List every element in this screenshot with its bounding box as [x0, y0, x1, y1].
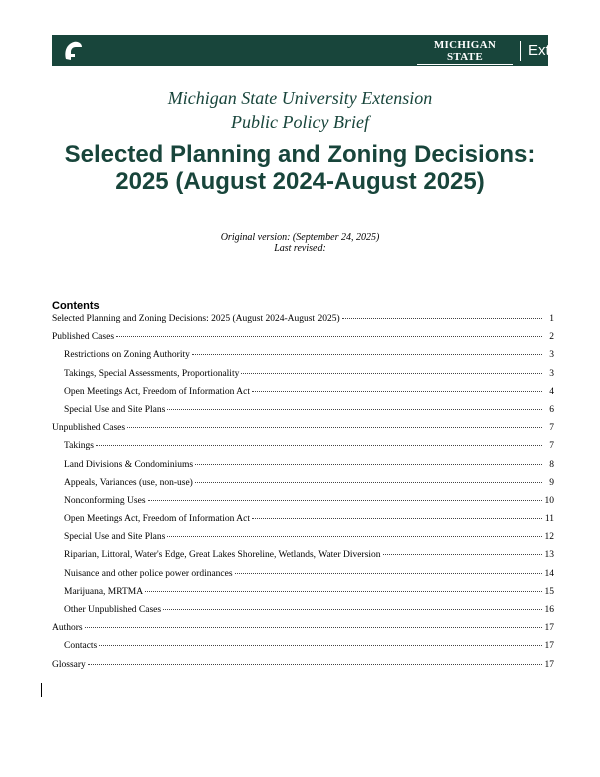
- toc-entry-page: 3: [549, 368, 554, 379]
- toc-entry-page: 16: [544, 605, 554, 615]
- toc-entry-text: Takings: [64, 441, 94, 452]
- toc-entry-text: Selected Planning and Zoning Decisions: 2025 (August 2024-August 2025): [52, 314, 340, 324]
- toc-leader-dots: [163, 609, 542, 610]
- toc-entry-text: Nonconforming Uses: [64, 495, 146, 506]
- toc-leader-dots: [235, 573, 542, 574]
- toc-entry[interactable]: [52, 514, 554, 532]
- toc-leader-dots: [195, 482, 542, 483]
- document-title: Selected Planning and Zoning Decisions: 2025 (August 2024-August 2025): [64, 141, 536, 195]
- toc-leader-dots: [192, 354, 542, 355]
- toc-leader-dots: [145, 591, 542, 592]
- toc-entry-page: 13: [544, 550, 554, 561]
- toc-entry-text: Authors: [52, 623, 83, 634]
- toc-leader-dots: [88, 664, 542, 665]
- extension-label: Extension: [528, 42, 594, 59]
- toc-entry[interactable]: [52, 550, 554, 568]
- toc-entry-text: Special Use and Site Plans: [64, 532, 166, 543]
- toc-entry[interactable]: [52, 423, 554, 441]
- last-revised: Last revised:: [274, 243, 326, 254]
- toc-leader-dots: [148, 500, 542, 501]
- toc-leader-dots: [241, 373, 542, 374]
- toc-entry-text: Special Use and Site Plans: [64, 404, 166, 415]
- toc-entry-text: Published Cases: [52, 332, 115, 343]
- toc-entry-page: 8: [549, 459, 554, 470]
- toc-entry[interactable]: [52, 405, 554, 423]
- university-wordmark: [417, 39, 513, 75]
- toc-entry[interactable]: [52, 496, 554, 514]
- toc-entry[interactable]: [52, 332, 554, 350]
- toc-entry[interactable]: [52, 605, 554, 623]
- toc-leader-dots: [252, 391, 542, 392]
- toc-leader-dots: [383, 554, 542, 555]
- table-of-contents: [52, 314, 554, 678]
- toc-leader-dots: [167, 409, 542, 410]
- toc-heading: Contents: [52, 300, 100, 312]
- text-cursor: [41, 683, 42, 697]
- toc-entry-page: 1: [549, 314, 554, 324]
- toc-entry-page: 17: [544, 623, 554, 634]
- banner-divider: [520, 41, 521, 61]
- toc-leader-dots: [252, 518, 542, 519]
- toc-entry[interactable]: [52, 314, 554, 332]
- toc-entry[interactable]: [52, 350, 554, 368]
- spartan-helmet-icon: [62, 39, 84, 63]
- original-version: Original version: (September 24, 2025): [220, 232, 380, 243]
- toc-entry[interactable]: [52, 460, 554, 478]
- toc-entry-page: 4: [549, 386, 554, 397]
- toc-entry-page: 14: [544, 568, 554, 579]
- toc-entry[interactable]: [52, 369, 554, 387]
- toc-entry-text: Open Meetings Act, Freedom of Information Act: [64, 386, 251, 397]
- toc-entry[interactable]: [52, 387, 554, 405]
- toc-entry-page: 11: [544, 514, 554, 525]
- toc-entry-text: Takings, Special Assessments, Proportionality: [64, 368, 240, 379]
- toc-leader-dots: [116, 336, 542, 337]
- toc-entry-page: 9: [549, 477, 554, 488]
- toc-entry-text: Marijuana, MRTMA: [64, 586, 144, 597]
- toc-entry[interactable]: [52, 641, 554, 659]
- toc-entry-text: Open Meetings Act, Freedom of Information Act: [64, 514, 251, 525]
- toc-entry-page: 3: [549, 350, 554, 361]
- toc-entry-page: 17: [544, 641, 554, 652]
- toc-entry-page: 7: [549, 441, 554, 452]
- toc-entry-text: Land Divisions & Condominiums: [64, 459, 194, 470]
- toc-entry-text: Contacts: [64, 641, 98, 652]
- university-line1: MICHIGAN STATE: [417, 39, 513, 65]
- toc-leader-dots: [99, 645, 542, 646]
- toc-entry[interactable]: [52, 478, 554, 496]
- toc-leader-dots: [96, 445, 542, 446]
- toc-entry-page: 12: [544, 532, 554, 543]
- toc-entry[interactable]: [52, 441, 554, 459]
- toc-entry[interactable]: [52, 532, 554, 550]
- toc-entry-page: 2: [549, 332, 554, 343]
- toc-entry-page: 6: [549, 404, 554, 415]
- toc-entry-text: Riparian, Littoral, Water's Edge, Great Lakes Shoreline, Wetlands, Water Diversion: [64, 550, 381, 561]
- toc-leader-dots: [195, 464, 542, 465]
- msu-extension-banner: [52, 35, 594, 74]
- toc-entry-text: Appeals, Variances (use, non-use): [64, 477, 193, 488]
- toc-entry-page: 10: [544, 495, 554, 506]
- toc-entry-text: Glossary: [52, 659, 86, 670]
- toc-entry-page: 15: [544, 586, 554, 597]
- toc-entry[interactable]: [52, 587, 554, 605]
- toc-leader-dots: [167, 536, 542, 537]
- toc-entry-text: Restrictions on Zoning Authority: [64, 350, 190, 361]
- toc-leader-dots: [127, 427, 542, 428]
- university-line2: UNIVERSITY: [426, 66, 504, 74]
- toc-entry-text: Other Unpublished Cases: [64, 605, 162, 615]
- org-name: Michigan State University Extension: [167, 88, 433, 108]
- toc-leader-dots: [342, 318, 542, 319]
- toc-entry-page: 7: [549, 423, 554, 434]
- toc-entry-text: Nuisance and other police power ordinances: [64, 568, 233, 579]
- toc-entry-page: 17: [544, 659, 554, 670]
- toc-entry-text: Unpublished Cases: [52, 423, 126, 434]
- series-name: Public Policy Brief: [231, 112, 369, 132]
- toc-entry[interactable]: [52, 660, 554, 678]
- toc-leader-dots: [85, 627, 542, 628]
- toc-entry[interactable]: [52, 623, 554, 641]
- toc-entry[interactable]: [52, 569, 554, 587]
